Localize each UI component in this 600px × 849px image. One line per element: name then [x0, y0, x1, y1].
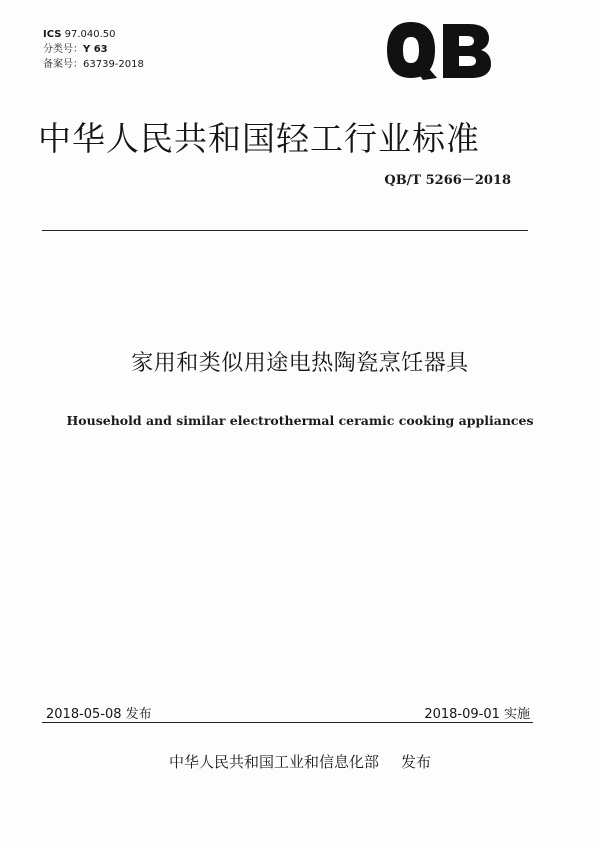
- issuer-action: 发布: [401, 753, 432, 771]
- ics-value: 97.040.50: [64, 29, 116, 40]
- ics-line: [43, 27, 144, 42]
- implementation-date: 2018-09-01 实施: [424, 707, 530, 722]
- standard-category-title: 中华人民共和国轻工行业标准: [38, 119, 480, 158]
- english-title: Household and similar electrothermal ceramic cooking appliances: [66, 413, 534, 428]
- issue-date: 2018-05-08 发布: [46, 707, 152, 722]
- class-number-line: [43, 42, 144, 57]
- record-number-label: 备案号：: [43, 59, 83, 70]
- classification-block: [43, 27, 144, 72]
- bottom-divider: [42, 722, 533, 723]
- top-divider: [42, 230, 528, 231]
- issuer-name: 中华人民共和国工业和信息化部: [168, 753, 379, 771]
- standard-number: QB/T 5266－2018: [384, 173, 511, 188]
- class-number-value: Y 63: [83, 44, 108, 55]
- record-number-line: [43, 57, 144, 72]
- class-number-label: 分类号：: [43, 44, 83, 55]
- chinese-title: 家用和类似用途电热陶瓷烹饪器具: [131, 351, 469, 376]
- ics-label: ICS: [43, 29, 62, 40]
- qb-logo: [385, 20, 493, 96]
- record-number-value: 63739-2018: [83, 59, 144, 70]
- issuer-line: [0, 751, 600, 772]
